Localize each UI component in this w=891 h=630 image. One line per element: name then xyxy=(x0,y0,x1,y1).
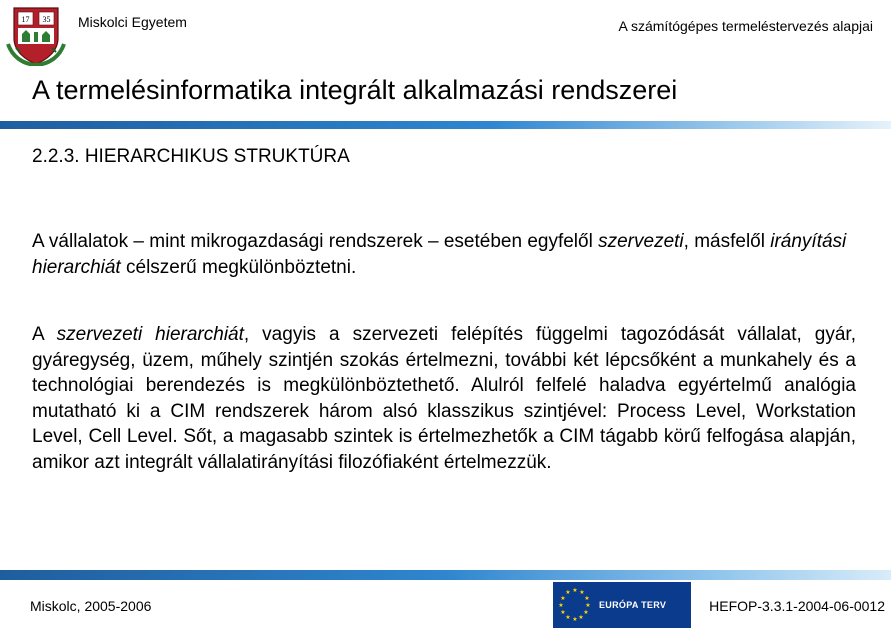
paragraph-1-emphasis-1: szervezeti xyxy=(598,231,684,252)
eu-badge xyxy=(553,582,691,628)
top-divider xyxy=(0,121,891,129)
page-title: A termelésinformatika integrált alkalmazási rendszerei xyxy=(32,75,678,105)
bottom-divider xyxy=(0,570,891,580)
svg-text:★: ★ xyxy=(578,614,584,621)
paragraph-1-emphasis-2: irányítási hierarchiát xyxy=(32,231,847,278)
svg-text:★: ★ xyxy=(560,595,566,602)
paragraph-2-text-2: , vagyis a szervezeti felépítés függelmi tagozódását vállalat, gyár, gyáregység, üzem, műhely szintjén szokás értelmezni, további két lépcsőként a munkahely és a technológiai berendezés is megkülönböztethető. Alulról felfelé haladva egyértelmű analógia mutatható ki a CIM rendszerek három alsó klasszikus szintjével: Process Level, Workstation Level, Cell Level. Sőt, a magasabb szintek is értelmezhetők a CIM tágabb körű felfogása alapján, amikor azt integrált vállalatirányítási filozófiaként értelmezzük. xyxy=(32,324,856,473)
footer-location-date: Miskolc, 2005-2006 xyxy=(30,598,152,614)
svg-text:★: ★ xyxy=(572,587,578,594)
svg-text:★: ★ xyxy=(572,616,578,623)
paragraph-1-text-3: célszerű megkülönböztetni. xyxy=(120,256,357,278)
institution-name: Miskolci Egyetem xyxy=(78,14,187,30)
crest-year-right: 35 xyxy=(42,15,51,24)
course-title: A számítógépes termeléstervezés alapjai xyxy=(618,18,873,34)
svg-text:★: ★ xyxy=(560,609,566,616)
section-heading: 2.2.3. HIERARCHIKUS STRUKTÚRA xyxy=(32,146,350,167)
svg-text:★: ★ xyxy=(579,589,585,596)
paragraph-2-text-1: A xyxy=(32,324,57,345)
eu-badge-text: EURÓPA TERV xyxy=(599,600,667,610)
crest-year-left: 17 xyxy=(21,15,30,24)
university-crest-icon xyxy=(6,4,66,66)
svg-text:★: ★ xyxy=(565,614,571,621)
paragraph-1-text-1: A vállalatok – mint mikrogazdasági rendszerek – esetében egyfelől xyxy=(32,231,599,252)
paragraph-2-emphasis-1: szervezeti hierarchiát xyxy=(56,324,244,345)
project-code: HEFOP-3.3.1-2004-06-0012 xyxy=(709,598,885,614)
paragraph-1-text-2: , másfelől xyxy=(683,231,771,252)
svg-text:★: ★ xyxy=(585,602,591,609)
svg-text:★: ★ xyxy=(584,595,590,602)
paragraph-2 xyxy=(32,322,856,475)
paragraph-1 xyxy=(32,229,856,280)
svg-text:★: ★ xyxy=(565,589,571,596)
eu-stars-icon xyxy=(553,582,597,628)
svg-text:★: ★ xyxy=(583,609,589,616)
svg-text:★: ★ xyxy=(558,602,564,609)
